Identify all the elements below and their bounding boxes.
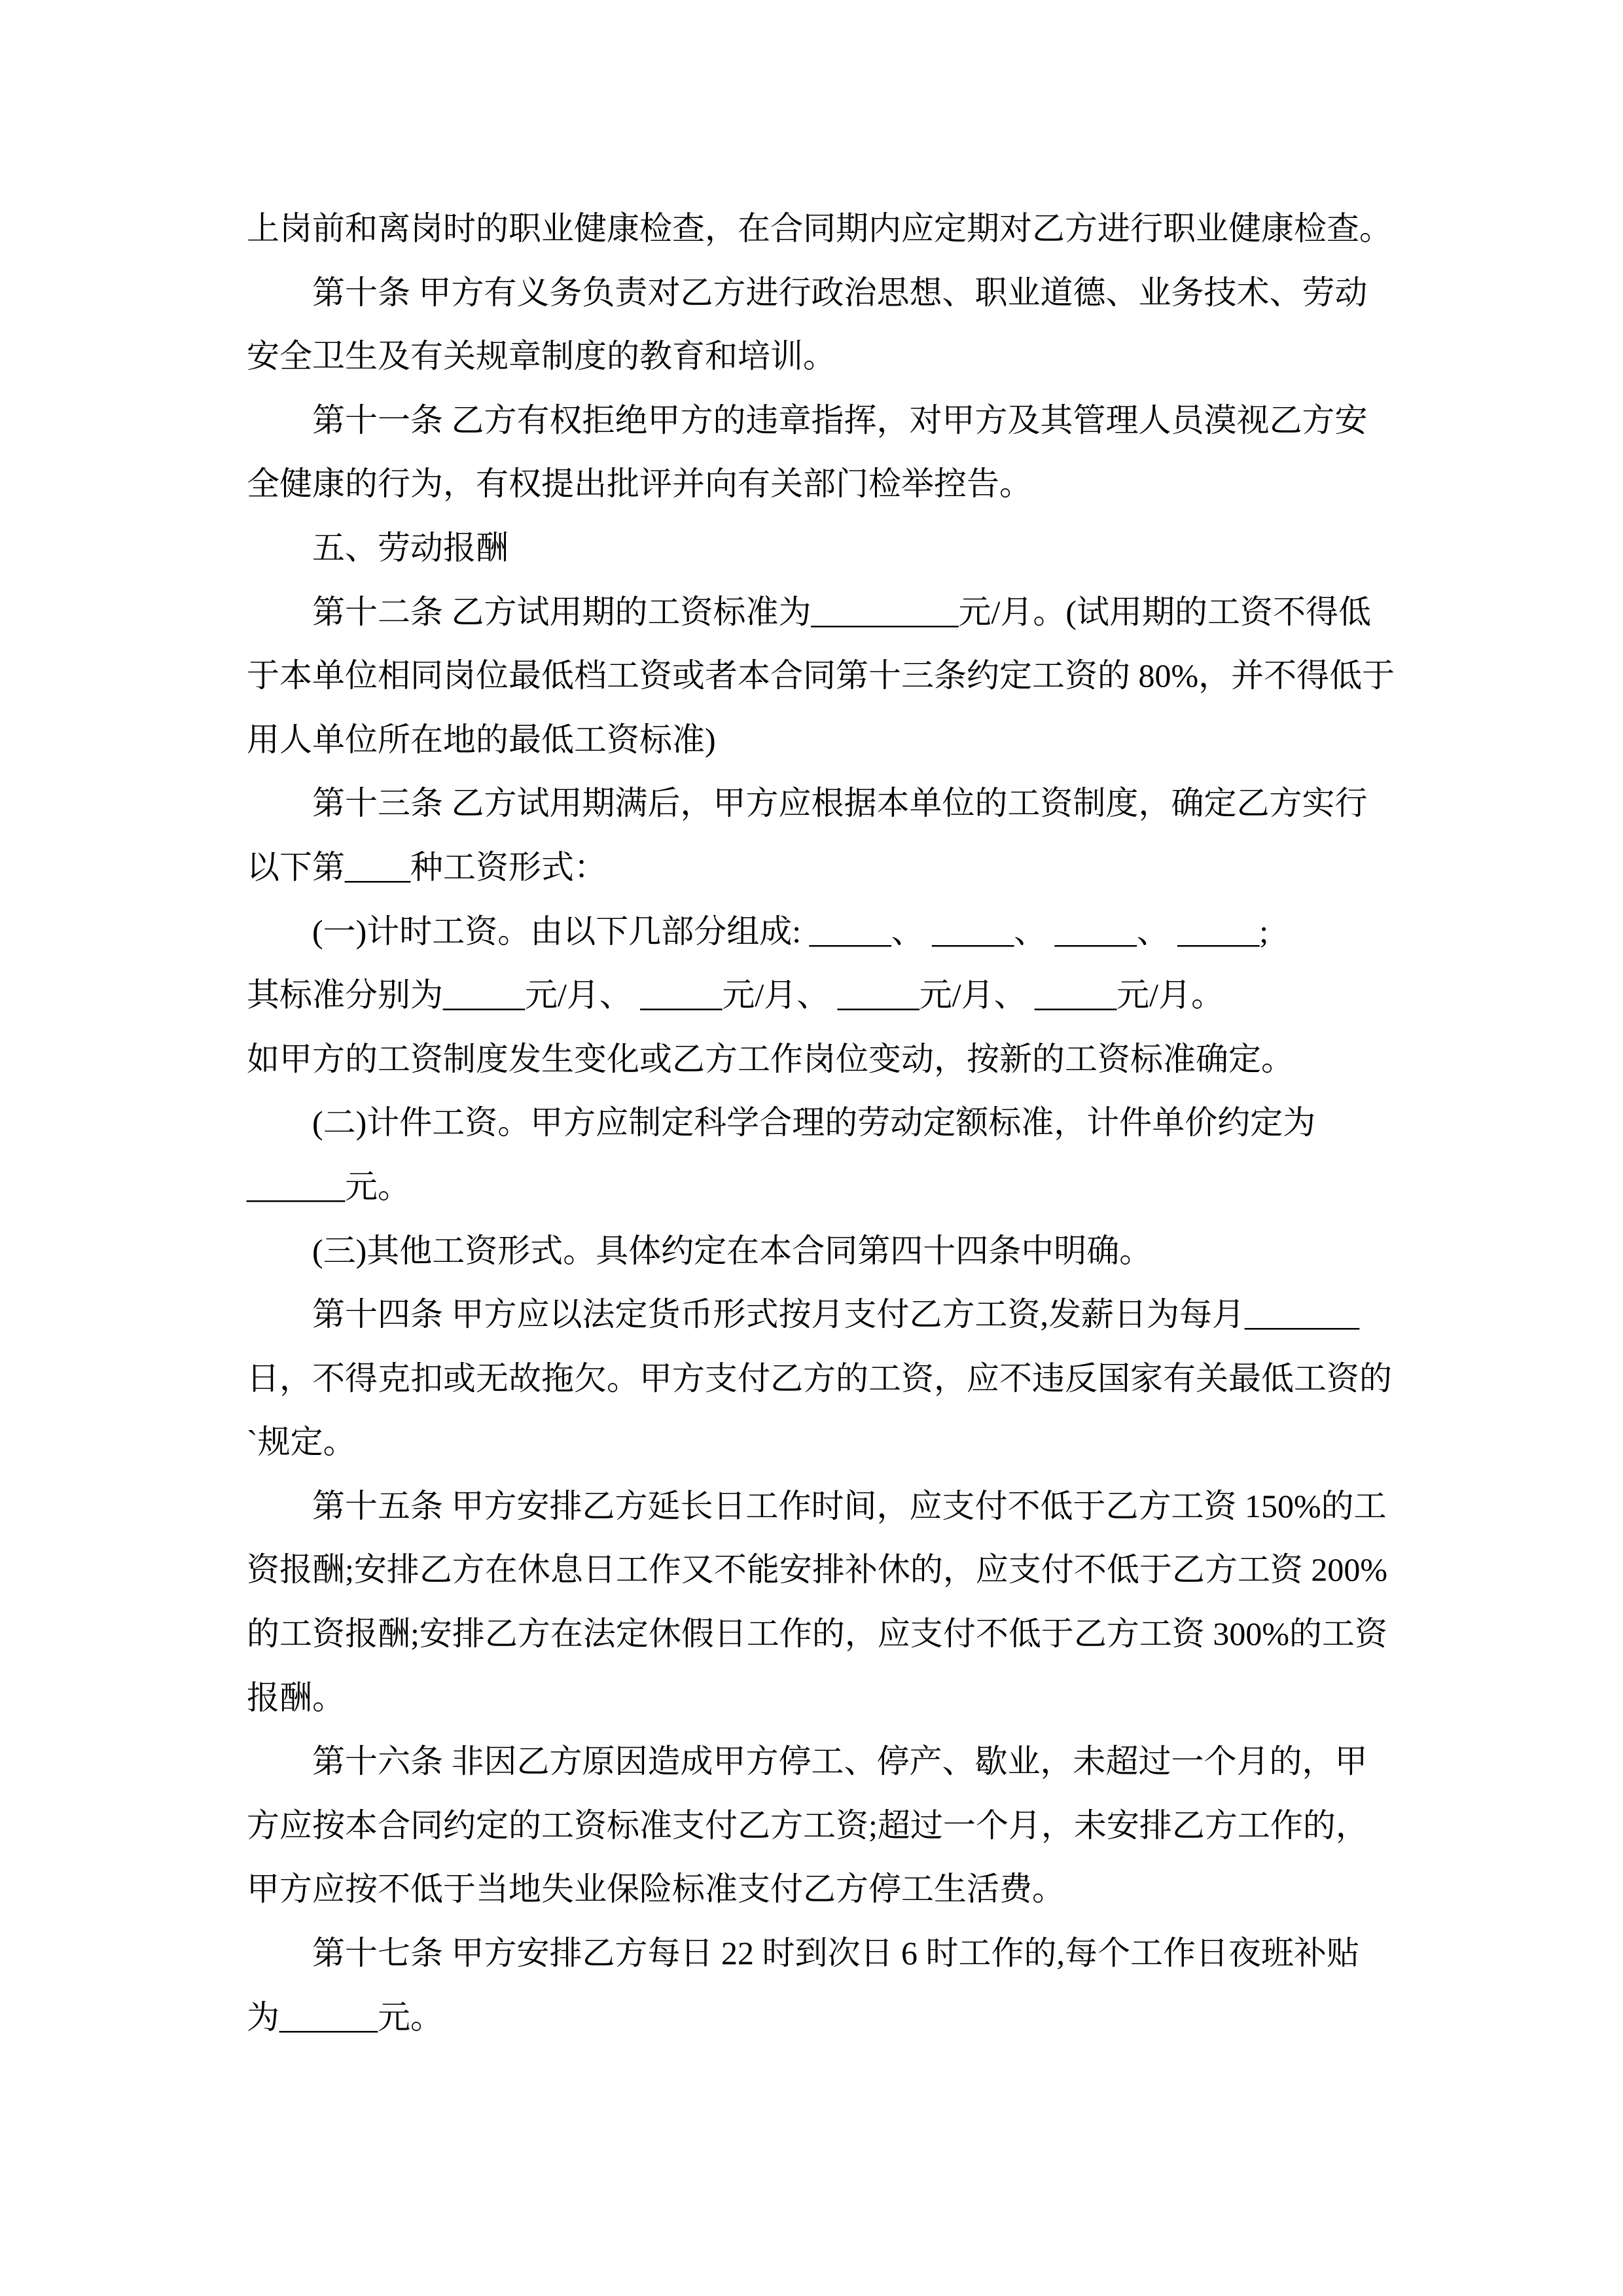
- text-line: 第十六条 非因乙方原因造成甲方停工、停产、歇业，未超过一个月的，甲: [312, 1743, 1368, 1780]
- text-line: 其标准分别为_____元/月、 _____元/月、 _____元/月、 _____元/月。: [247, 977, 1224, 1014]
- text-line: 第十五条 甲方安排乙方延长日工作时间，应支付不低于乙方工资 150%的工: [312, 1487, 1387, 1524]
- text-line: 甲方应按不低于当地失业保险标准支付乙方停工生活费。: [247, 1871, 1065, 1908]
- text-line: 于本单位相同岗位最低档工资或者本合同第十三条约定工资的 80%，并不得低于: [247, 657, 1395, 694]
- text-line: 用人单位所在地的最低工资标准): [247, 721, 716, 758]
- text-line: 为______元。: [247, 1998, 443, 2036]
- text-line: 第十四条 甲方应以法定货币形式按月支付乙方工资,发薪日为每月_______: [312, 1296, 1359, 1333]
- text-line: 方应按本合同约定的工资标准支付乙方工资;超过一个月，未安排乙方工作的，: [247, 1806, 1368, 1844]
- text-line: 日，不得克扣或无故拖欠。甲方支付乙方的工资，应不违反国家有关最低工资的: [247, 1359, 1392, 1397]
- text-line: ______元。: [247, 1168, 410, 1205]
- text-line: 五、劳动报酬: [312, 529, 508, 566]
- text-line: (二)计件工资。甲方应制定科学合理的劳动定额标准，计件单价约定为: [312, 1104, 1316, 1141]
- text-line: 如甲方的工资制度发生变化或乙方工作岗位变动，按新的工资标准确定。: [247, 1040, 1294, 1077]
- text-line: 第十条 甲方有义务负责对乙方进行政治思想、职业道德、业务技术、劳动: [312, 274, 1368, 311]
- text-line: 安全卫生及有关规章制度的教育和培训。: [247, 338, 836, 375]
- text-line: (一)计时工资。由以下几部分组成: _____、 _____、 _____、 _____;: [312, 912, 1269, 950]
- text-line: 上岗前和离岗时的职业健康检查，在合同期内应定期对乙方进行职业健康检查。: [247, 210, 1392, 247]
- text-line: 以下第____种工资形式：: [247, 848, 607, 886]
- text-line: 第十三条 乙方试用期满后，甲方应根据本单位的工资制度，确定乙方实行: [312, 785, 1368, 822]
- text-line: 资报酬;安排乙方在休息日工作又不能安排补休的，应支付不低于乙方工资 200%: [247, 1551, 1388, 1588]
- text-line: 全健康的行为，有权提出批评并向有关部门检举控告。: [247, 465, 1032, 503]
- contract-text-block: [247, 197, 1438, 2049]
- text-line: 的工资报酬;安排乙方在法定休假日工作的，应支付不低于乙方工资 300%的工资: [247, 1615, 1388, 1653]
- text-line: (三)其他工资形式。具体约定在本合同第四十四条中明确。: [312, 1232, 1152, 1269]
- text-line: 第十一条 乙方有权拒绝甲方的违章指挥，对甲方及其管理人员漠视乙方安: [312, 401, 1368, 439]
- text-line: `规定。: [247, 1424, 356, 1461]
- text-line: 第十二条 乙方试用期的工资标准为_________元/月。(试用期的工资不得低: [312, 593, 1372, 630]
- text-line: 第十七条 甲方安排乙方每日 22 时到次日 6 时工作的,每个工作日夜班补贴: [312, 1935, 1359, 1972]
- text-line: 报酬。: [247, 1679, 345, 1716]
